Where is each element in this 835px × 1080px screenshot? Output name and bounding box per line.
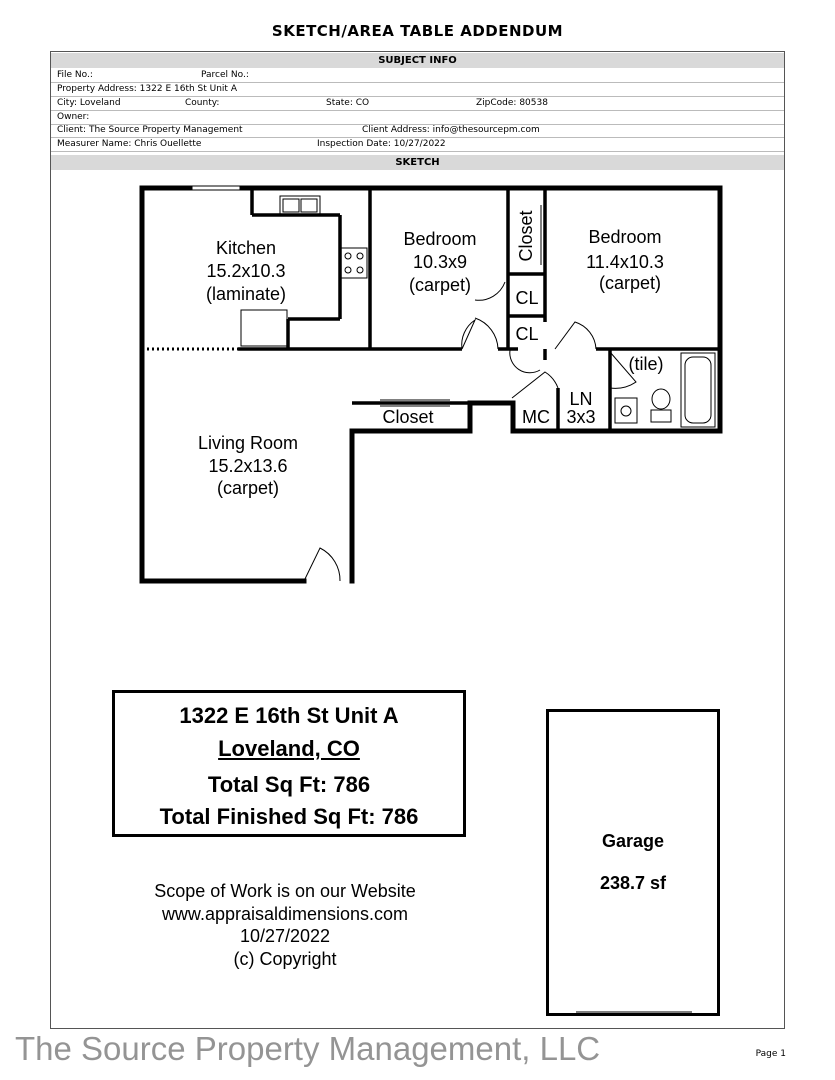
bedroom2-name: Bedroom (588, 227, 662, 247)
inspection-date: Inspection Date: 10/27/2022 (317, 139, 446, 149)
watermark: The Source Property Management, LLC (15, 1030, 601, 1067)
kitchen-refrigerator (241, 310, 287, 346)
summary-address: 1322 E 16th St Unit A (179, 703, 399, 728)
kitchen-floor: (laminate) (205, 284, 287, 304)
scope-line-1: Scope of Work is on our Website (154, 881, 416, 901)
garage-area: 238.7 sf (599, 873, 667, 893)
summary-total-sqft: Total Sq Ft: 786 (207, 772, 371, 797)
client: Client: The Source Property Management (57, 125, 243, 135)
closet-vertical-label: Closet (516, 210, 536, 262)
mc-label: MC (522, 407, 550, 427)
ln-dims: 3x3 (566, 407, 596, 427)
client-address: Client Address: info@thesourcepm.com (362, 125, 540, 135)
sliding-door (190, 186, 242, 190)
summary-total-finished: Total Finished Sq Ft: 786 (159, 804, 419, 829)
measurer-name: Measurer Name: Chris Ouellette (57, 139, 202, 149)
ln-label: LN (569, 389, 593, 409)
interior-walls (238, 188, 720, 431)
scope-line-3: 10/27/2022 (239, 926, 331, 946)
page-number: Page 1 (755, 1049, 786, 1059)
kitchen-stove (341, 248, 367, 278)
file-no: File No.: (57, 70, 93, 80)
cl1-label: CL (515, 288, 539, 308)
garage-label: Garage (601, 831, 665, 851)
cl2-label: CL (515, 324, 539, 344)
state: State: CO (326, 98, 370, 108)
kitchen-sink (280, 196, 320, 214)
scope-of-work (110, 880, 460, 970)
garage-box (546, 709, 720, 1016)
county: County: (185, 98, 220, 108)
living-room-name: Living Room (197, 433, 299, 453)
kitchen-dims: 15.2x10.3 (206, 261, 286, 281)
sketch-header: SKETCH (51, 155, 784, 170)
living-closet-label: Closet (382, 407, 434, 427)
subject-info-header: SUBJECT INFO (51, 53, 784, 68)
scope-line-4: (c) Copyright (233, 948, 337, 969)
bedroom1-dims: 10.3x9 (412, 252, 468, 272)
city: City: Loveland (57, 98, 121, 108)
living-room-dims: 15.2x13.6 (208, 456, 288, 476)
living-room-floor: (carpet) (216, 478, 279, 498)
summary-city: Loveland, CO (218, 736, 360, 761)
parcel-no: Parcel No.: (201, 70, 249, 80)
zip-code: ZipCode: 80538 (476, 98, 548, 108)
property-address: Property Address: 1322 E 16th St Unit A (57, 84, 237, 94)
bedroom2-dims: 11.4x10.3 (586, 252, 664, 272)
bath-floor-label: (tile) (628, 354, 664, 374)
bedroom1-floor: (carpet) (408, 275, 471, 295)
document-title: SKETCH/AREA TABLE ADDENDUM (271, 22, 564, 40)
bedroom1-name: Bedroom (403, 229, 477, 249)
bedroom2-floor: (carpet) (598, 273, 661, 293)
summary-box (112, 690, 466, 837)
kitchen-name: Kitchen (215, 238, 277, 258)
owner: Owner: (57, 112, 90, 122)
scope-line-2: www.appraisaldimensions.com (161, 903, 409, 924)
